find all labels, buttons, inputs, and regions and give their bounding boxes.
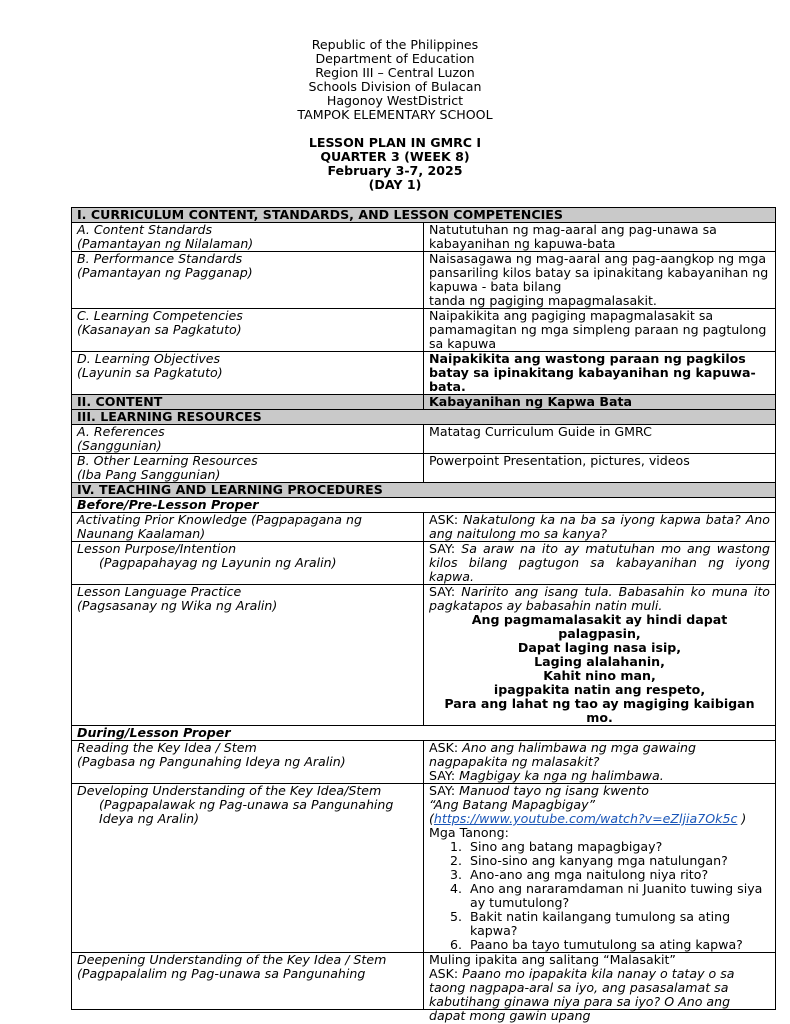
story-end: ) <box>737 811 747 826</box>
row-sublabel: (Layunin sa Pagkatuto) <box>77 365 223 380</box>
row-label: Reading the Key Idea / Stem <box>77 740 257 755</box>
say-line <box>429 784 770 798</box>
row-content-cell: Naipakikita ang wastong paraan ng pagkilos batay sa ipinakitang kabayanihan ng kapuwa-bata. <box>424 352 776 395</box>
row-label-cell <box>72 585 424 726</box>
ask-text: Nakatulong ka na ba sa iyong kapwa bata? Ano ang naitulong mo sa kanya? <box>429 512 770 541</box>
questions-title: Mga Tanong: <box>429 825 509 840</box>
subsection-heading: Before/Pre-Lesson Proper <box>72 498 776 513</box>
row-sublabel: (Pagsasanay ng Wika ng Aralin) <box>77 598 278 613</box>
row-label: Lesson Language Practice <box>77 584 242 599</box>
row-label: Lesson Purpose/Intention <box>77 541 237 556</box>
say-prefix: SAY: <box>429 768 460 783</box>
row-content-cell <box>424 585 776 726</box>
lesson-plan-table <box>71 207 776 1023</box>
poem-line: Para ang lahat ng tao ay magiging kaibigan mo. <box>444 696 755 725</box>
list-item: 5. Bakit natin kailangang tumulong sa ating kapwa? <box>466 910 770 938</box>
row-sublabel: (Kasanayan sa Pagkatuto) <box>77 322 242 337</box>
section-content: Kabayanihan ng Kapwa Bata <box>424 395 776 410</box>
title-line: QUARTER 3 (WEEK 8) <box>320 149 470 164</box>
ask-text: Paano mo ipapakita kila nanay o tatay o sa taong nagpapa-aral sa iyo, ang pasasalamat sa kabutihang ginawa niya para sa iyo? O Ano ang dapat mong gawin upang <box>429 966 735 1023</box>
table-row <box>72 309 776 352</box>
content-line: Muling ipakita ang salitang “Malasakit” <box>429 952 676 967</box>
content-line: Naisasagawa ng mag-aaral ang pag-aangkop ng mga pansariling kilos batay sa ipinakitang kabayanihan ng kapuwa - bata bilang <box>429 251 769 294</box>
row-label-cell <box>72 425 424 454</box>
subsection-heading: During/Lesson Proper <box>72 726 776 741</box>
poem-line: Dapat laging nasa isip, <box>517 640 682 655</box>
row-sublabel: (Sanggunian) <box>77 438 162 453</box>
header-line: Republic of the Philippines <box>311 37 479 52</box>
ask-prefix: ASK: <box>429 740 463 755</box>
poem-line: Laging alalahanin, <box>534 654 665 669</box>
say-prefix: SAY: <box>429 584 462 599</box>
story-line <box>429 798 770 826</box>
row-label-cell <box>72 454 424 483</box>
table-row <box>72 425 776 454</box>
row-label: A. Content Standards <box>77 222 213 237</box>
row-content-cell: Powerpoint Presentation, pictures, videos <box>424 454 776 483</box>
story-title: “Ang Batang Mapagbigay” ( <box>429 797 596 826</box>
poem-line: ipagpakita natin ang respeto, <box>493 682 706 697</box>
row-sublabel: (Pagbasa ng Pangunahing Ideya ng Aralin) <box>77 754 346 769</box>
list-item: 2. Sino-sino ang kanyang mga natulungan? <box>466 854 770 868</box>
header-line: Department of Education <box>315 51 475 66</box>
header-line: Schools Division of Bulacan <box>308 79 482 94</box>
row-content-cell <box>424 784 776 953</box>
subsection-row <box>72 498 776 513</box>
row-label: D. Learning Objectives <box>77 351 221 366</box>
section-heading: III. LEARNING RESOURCES <box>72 410 776 425</box>
ask-line <box>429 967 770 1023</box>
list-item: 3. Ano-ano ang mga naitulong niya rito? <box>466 868 770 882</box>
subsection-row <box>72 726 776 741</box>
section-heading: II. CONTENT <box>72 395 424 410</box>
table-row <box>72 252 776 309</box>
table-row <box>72 223 776 252</box>
header-line: Region III – Central Luzon <box>315 65 475 80</box>
ask-text: Ano ang halimbawa ng mga gawaing nagpapakita ng malasakit? <box>429 740 696 769</box>
row-label-cell <box>72 784 424 953</box>
poem-line: Ang pagmamalasakit ay hindi dapat palagpasin, <box>471 612 728 641</box>
say-text: Magbigay ka nga ng halimbawa. <box>459 768 664 783</box>
lesson-plan-title <box>0 136 790 192</box>
title-line: February 3-7, 2025 <box>327 163 463 178</box>
ask-prefix: ASK: <box>429 966 463 981</box>
row-label: Deepening Understanding of the Key Idea / Stem <box>77 952 387 967</box>
content-line: tanda ng pagiging mapagmalasakit. <box>429 293 657 308</box>
table-row <box>72 585 776 726</box>
row-sublabel: (Iba Pang Sanggunian) <box>77 467 221 482</box>
say-line <box>429 769 770 783</box>
row-label-cell <box>72 223 424 252</box>
row-label: Developing Understanding of the Key Idea/Stem <box>77 783 382 798</box>
row-label-cell <box>72 252 424 309</box>
section-heading: I. CURRICULUM CONTENT, STANDARDS, AND LESSON COMPETENCIES <box>72 208 776 223</box>
table-row <box>72 513 776 542</box>
row-label-cell <box>72 741 424 784</box>
table-row <box>72 741 776 784</box>
row-content-cell <box>424 513 776 542</box>
school-header <box>0 38 790 122</box>
list-item: 6. Paano ba tayo tumutulong sa ating kapwa? <box>466 938 770 952</box>
questions-list <box>429 840 770 952</box>
row-label: B. Performance Standards <box>77 251 243 266</box>
row-sublabel: (Pamantayan ng Pagganap) <box>77 265 253 280</box>
header-line: Hagonoy WestDistrict <box>326 93 464 108</box>
say-prefix: SAY: <box>429 541 462 556</box>
title-line: (DAY 1) <box>368 177 422 192</box>
row-content-cell: Natututuhan ng mag-aaral ang pag-unawa sa kabayanihan ng kapuwa-bata <box>424 223 776 252</box>
video-link[interactable]: https://www.youtube.com/watch?v=eZljia7Ok5c <box>433 811 738 826</box>
row-content-cell: Naipakikita ang pagiging mapagmalasakit sa pamamagitan ng mga simpleng paraan ng pagtulong sa kapuwa <box>424 309 776 352</box>
row-sublabel: (Pagpapalalim ng Pag-unawa sa Pangunahing <box>77 966 366 981</box>
row-label: B. Other Learning Resources <box>77 453 258 468</box>
header-line: TAMPOK ELEMENTARY SCHOOL <box>297 107 493 122</box>
section-header-row <box>72 410 776 425</box>
ask-line <box>429 741 770 769</box>
row-content-cell <box>424 252 776 309</box>
section-header-row <box>72 395 776 410</box>
say-line <box>429 585 770 613</box>
row-label-cell <box>72 953 424 1010</box>
row-content-cell <box>424 542 776 585</box>
row-content-cell <box>424 952 776 1023</box>
say-text: Manuod tayo ng isang kwento <box>459 783 649 798</box>
table-row <box>72 784 776 953</box>
title-line: LESSON PLAN IN GMRC I <box>308 135 482 150</box>
poem-line: Kahit nino man, <box>543 668 656 683</box>
row-label: A. References <box>77 424 165 439</box>
row-label-cell: Activating Prior Knowledge (Pagpapagana ng Naunang Kaalaman) <box>72 513 424 542</box>
row-label: C. Learning Competencies <box>77 308 243 323</box>
section-heading: IV. TEACHING AND LEARNING PROCEDURES <box>72 483 776 498</box>
list-item: 1. Sino ang batang mapagbigay? <box>466 840 770 854</box>
say-prefix: SAY: <box>429 783 460 798</box>
table-row <box>72 542 776 585</box>
row-label-cell <box>72 309 424 352</box>
row-label-cell <box>72 542 424 585</box>
row-content-cell <box>424 741 776 784</box>
row-label-cutoff <box>77 953 418 1009</box>
row-sublabel: (Pagpapahayag ng Layunin ng Aralin) <box>99 555 337 570</box>
section-header-row <box>72 208 776 223</box>
row-sublabel: (Pamantayan ng Nilalaman) <box>77 236 254 251</box>
row-sublabel: (Pagpapalawak ng Pag-unawa sa Pangunahing Ideya ng Aralin) <box>99 797 394 826</box>
table-row <box>72 352 776 395</box>
row-label-cell <box>72 352 424 395</box>
say-text: Sa araw na ito ay matutuhan mo ang wastong kilos bilang pagtugon sa kabayanihan ng iyong kapwa. <box>429 541 771 584</box>
ask-prefix: ASK: <box>429 512 463 527</box>
table-row <box>72 454 776 483</box>
poem <box>429 613 770 725</box>
table-row <box>72 953 776 1010</box>
list-item: 4. Ano ang nararamdaman ni Juanito tuwing siya ay tumutulong? <box>466 882 770 910</box>
row-content-cutoff <box>429 952 770 1023</box>
row-content-cell: Matatag Curriculum Guide in GMRC <box>424 425 776 454</box>
say-text: Naririto ang isang tula. Babasahin ko muna ito pagkatapos ay babasahin natin muli. <box>429 584 770 613</box>
section-header-row <box>72 483 776 498</box>
